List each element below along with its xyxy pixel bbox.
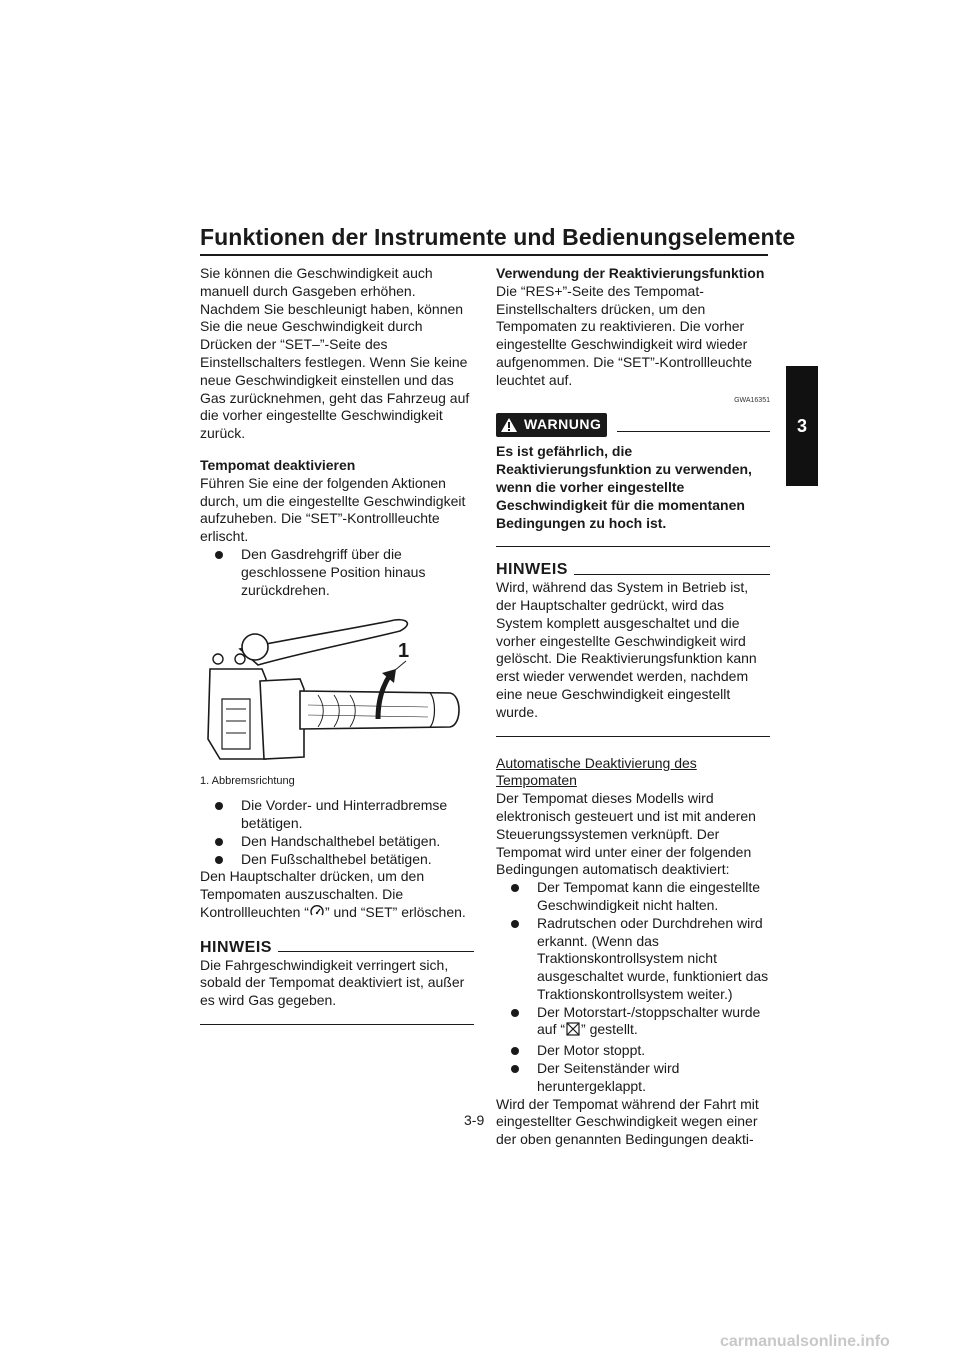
figure-caption: 1. Abbremsrichtung [200,775,295,788]
warning-label: WARNUNG [524,416,602,433]
list-item: Den Handschalthebel betätigen. [213,833,474,851]
list-item: Der Motor stoppt. [509,1042,770,1060]
warning-badge [496,413,607,437]
note-text: Wird, während das System in Betrieb ist, der Hauptschalter gedrückt, wird das System komplett ausgeschaltet und die vorher eingestellte Geschwindigkeit wird gelöscht. Die Reaktivierungsfunktion kann erst wieder verwendet werden, nachdem eine neue Geschwindigkeit eingestellt wurde. [496,579,757,720]
list-item: Den Gasdrehgriff über die geschlossene Position hinaus zurückdrehen. [213,546,474,599]
header-rule [200,254,768,256]
note-title: HINWEIS [200,938,272,956]
warning-header [496,413,770,437]
watermark: carmanualsonline.info [720,1333,890,1350]
list-item: Den Fußschalthebel betätigen. [213,851,474,869]
left-column [200,265,474,1025]
note-rule [574,574,770,575]
list-item: Radrutschen oder Durchdrehen wird erkannt. (Wenn das Traktionskontrollsystem nicht ausgeschaltet wurde, funktioniert das Traktionskontrollsystem weiter.) [509,915,770,1004]
warning-triangle-icon [500,417,518,433]
switch-off-text-part2: ” und “SET” erlöschen. [324,903,466,920]
reactivation-text: Die “RES+”-Seite des Tempomat-Einstellschalters drücken, um den Tempomaten zu reaktivieren. Die vorher eingestellte Geschwindigkeit wird wieder aufgenommen. Die “SET”-Kontrollleuchte leuchtet auf. [496,282,753,388]
note-end-rule [496,736,770,737]
right-column [496,265,770,1149]
deactivate-lead: Führen Sie eine der folgenden Aktionen durch, um die eingestellte Geschwindigkeit aufzuheben. Die “SET”-Kontrollleuchte erlischt. [200,474,466,545]
stop-bullet-part2: ” gestellt. [581,1021,638,1038]
figure-callout-number: 1 [398,640,410,663]
switch-off-paragraph [200,868,474,924]
warning-code: GWA16351 [734,396,770,404]
note-end-rule [200,1024,474,1025]
note-title: HINWEIS [496,561,568,579]
cruise-control-icon [309,904,325,925]
note-left [200,939,474,1025]
intro-paragraph: Sie können die Geschwindigkeit auch manuell durch Gasgeben erhöhen. Nachdem Sie beschleunigt haben, können Sie die neue Geschwindigkeit durch Drücken der “SET–”-Seite des Einstellschalters festlegen. Wenn Sie keine neue Geschwindigkeit einstellen und das Gas zurücknehmen, geht das Fahrzeug auf die vorher eingestellte Geschwindigkeit zurück. [200,265,470,442]
auto-deactivation-heading: Automatische Deaktivierung des Tempomaten [496,754,697,789]
reactivation-heading: Verwendung der Reaktivierungsfunktion [496,265,765,281]
note-rule [278,951,474,952]
note-right [496,561,770,736]
switch-off-text-part1: Den Hauptschalter drücken, um den Tempomaten auszuschalten. Die Kontrollleuchten “ [200,868,425,920]
chapter-tab: 3 [786,366,818,486]
bullet-list-b [200,797,474,868]
list-item: Die Vorder- und Hinterradbremse betätigen. [213,797,474,833]
throttle-figure [200,609,474,769]
page-title: Funktionen der Instrumente und Bedienungselemente [200,224,796,250]
closing-paragraph: Wird der Tempomat während der Fahrt mit eingestellter Geschwindigkeit wegen einer der oben genannten Bedingungen deakti- [496,1095,759,1148]
list-item: Der Tempomat kann die eingestellte Geschwindigkeit nicht halten. [509,879,770,915]
deactivate-heading: Tempomat deaktivieren [200,456,356,473]
auto-bullet-list [496,879,770,1096]
list-item [509,1004,770,1043]
warning-rule [617,431,770,432]
warning-text: Es ist gefährlich, die Reaktivierungsfunktion zu verwenden, wenn die vorher eingestellte Geschwindigkeit für die momentanen Bedingungen zu hoch ist. [496,443,752,531]
warning-end-rule [496,546,770,547]
engine-stop-icon [565,1021,581,1042]
throttle-grip-illustration [200,609,474,769]
stop-bullet-part1: Der Motorstart-/stoppschalter wurde auf “ [537,1003,761,1038]
page-number: 3-9 [464,1112,485,1128]
bullet-list-a [200,546,474,599]
list-item: Der Seitenständer wird heruntergeklappt. [509,1060,770,1096]
auto-deactivation-text: Der Tempomat dieses Modells wird elektronisch gesteuert und ist mit anderen Steuerungssystemen verknüpft. Der Tempomat wird unter einer der folgenden Bedingungen automatisch deaktiviert: [496,790,756,878]
note-text: Die Fahrgeschwindigkeit verringert sich, sobald der Tempomat deaktiviert ist, außer es wird Gas gegeben. [200,956,465,1009]
